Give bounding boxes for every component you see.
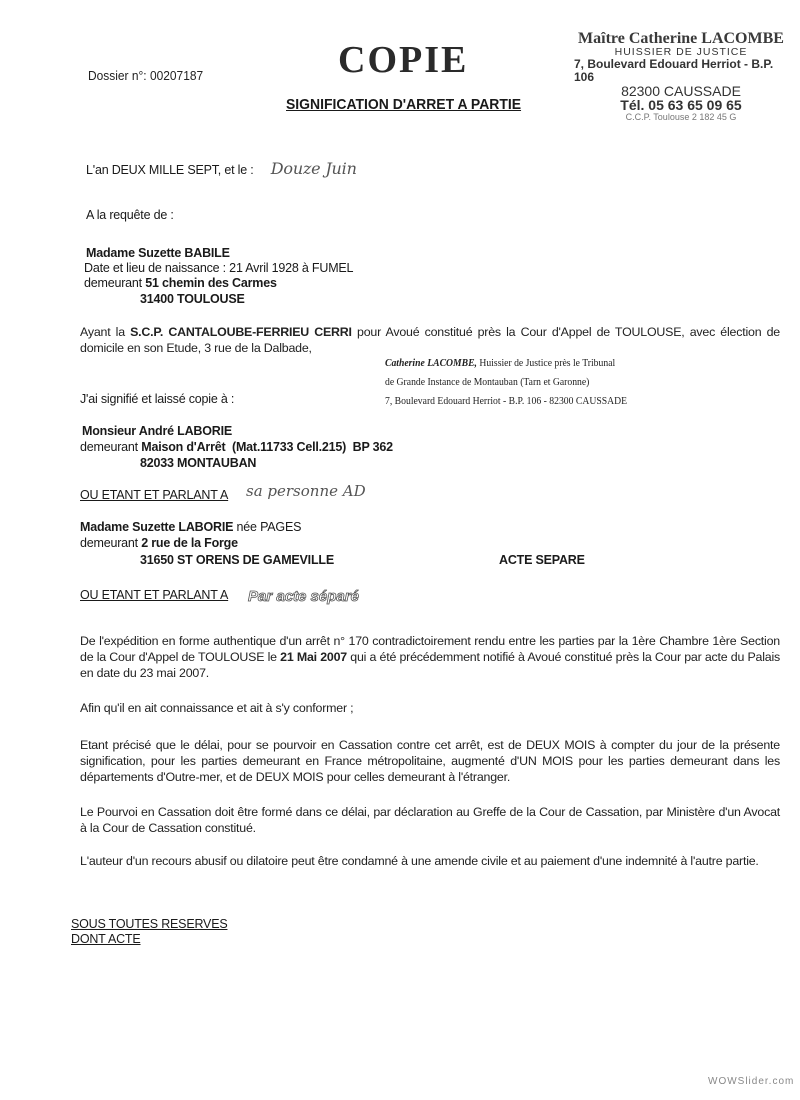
requester-intro: A la requête de : [86,208,174,222]
bailiff-stamp [566,30,796,122]
date-line [86,159,357,178]
date-handwritten: Douze Juin [270,159,357,178]
requester-city: 31400 TOULOUSE [140,292,245,306]
requester-name: Madame Suzette BABILE [86,246,230,260]
counsel-paragraph: Ayant la S.C.P. CANTALOUBE-FERRIEU CERRI pour Avoué constitué près la Cour d'Appel de TOULOUSE, avec élection de domicile en son Etude, 3 rue de la Dalbade, [80,325,780,355]
closing-reserves: SOUS TOUTES RESERVES [71,917,228,931]
counsel-firm: S.C.P. CANTALOUBE-FERRIEU CERRI [130,325,352,339]
served-intro: J'ai signifié et laissé copie à : [80,392,235,406]
dossier-number: Dossier n°: 00207187 [88,68,204,83]
bailiff-phone: Tél. 05 63 65 09 65 [620,97,742,113]
bailiff-ccp: C.C.P. Toulouse 2 182 45 G [625,112,737,122]
bailiff-name: Maître Catherine LACOMBE [578,30,784,47]
paragraph-pourvoi: Le Pourvoi en Cassation doit être formé dans ce délai, par déclaration au Greffe de la Cour de Cassation, par Ministère d'un Avocat à la Cour de Cassation constitué. [80,805,780,835]
recipient-1-speaking-value: sa personne AD [246,482,366,500]
paragraph-abuse: L'auteur d'un recours abusif ou dilatoire peut être condamné à une amende civile et au paiement d'une indemnité à l'autre partie. [80,854,759,868]
recipient-2-speaking-label: OU ETANT ET PARLANT A [80,588,229,602]
closing-acte: DONT ACTE [71,932,141,946]
recipient-2-speaking-value: Par acte séparé [248,588,359,605]
paragraph-expedition: De l'expédition en forme authentique d'un arrêt n° 170 contradictoirement rendu entre les parties par la 1ère Chambre 1ère Section de la Cour d'Appel de TOULOUSE le 21 Mai 2007 qui a été précédemment notifié à Avoué constitué près la Cour par acte du Palais en date du 23 mai 2007. [80,634,780,680]
recipient-2-name: Madame Suzette LABORIE née PAGES [80,520,302,534]
recipient-2-city: 31650 ST ORENS DE GAMEVILLE [140,553,334,567]
bailiff-role: HUISSIER DE JUSTICE [614,46,748,58]
bailiff-city: 82300 CAUSSADE [621,83,741,99]
watermark: WOWSlider.com [708,1076,795,1087]
recipient-1-address: demeurant Maison d'Arrêt (Mat.11733 Cell.215) BP 362 [80,440,393,454]
recipient-1-name: Monsieur André LABORIE [82,424,233,438]
paragraph-conformer: Afin qu'il en ait connaissance et ait à s'y conformer ; [80,701,354,715]
recipient-2-address: demeurant 2 rue de la Forge [80,536,238,550]
recipient-1-city: 82033 MONTAUBAN [140,456,257,470]
paragraph-delay: Etant précisé que le délai, pour se pourvoir en Cassation contre cet arrêt, est de DEUX MOIS à compter du jour de la présente signification, pour les parties demeurant en France métropolitaine, augmenté d'UN MOIS pour les parties demeurant dans les départements d'Outre-mer, et de DEUX MOIS pour celles demeurant à l'étranger. [80,738,780,784]
copy-stamp: COPIE [338,39,469,81]
requester-birth: Date et lieu de naissance : 21 Avril 1928 à FUMEL [84,261,354,275]
requester-address: demeurant 51 chemin des Carmes [84,276,277,290]
recipient-2-note: ACTE SEPARE [499,553,585,567]
bailiff-address: 7, Boulevard Edouard Herriot - B.P. 106 [574,57,774,84]
recipient-1-speaking-label: OU ETANT ET PARLANT A [80,488,229,502]
date-label: L'an DEUX MILLE SEPT, et le : [86,163,254,177]
document-title: SIGNIFICATION D'ARRET A PARTIE [286,96,522,113]
court-stamp: Catherine LACOMBE, Huissier de Justice près le Tribunal de Grande Instance de Montauban (Tarn et Garonne) 7, Boulevard Edouard Herriot - B.P. 106 - 82300 CAUSSADE [385,357,627,407]
